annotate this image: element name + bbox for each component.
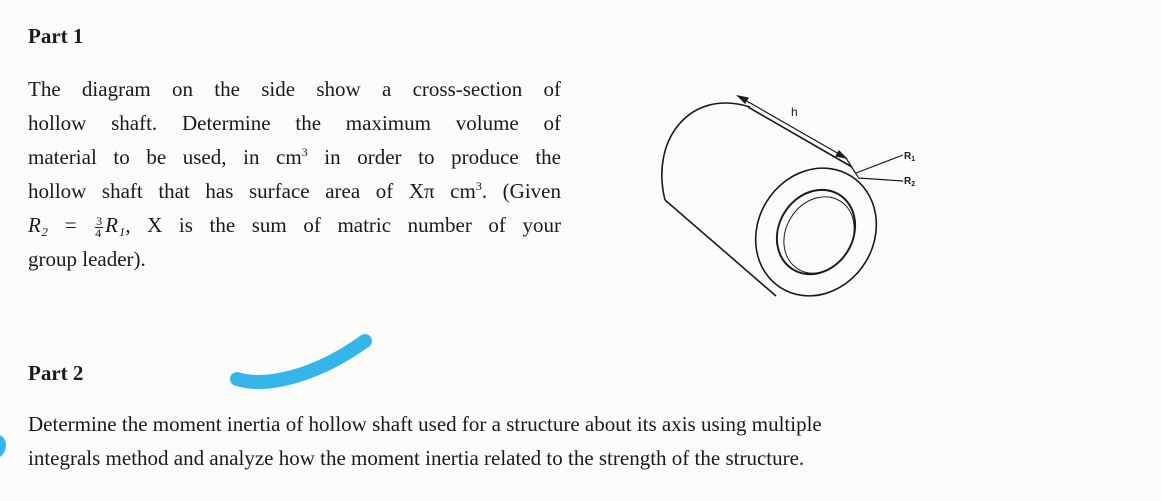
shaft-outer-face — [732, 145, 900, 318]
part1-paragraph — [28, 72, 561, 276]
part2-line-1: Determine the moment inertia of hollow shaft used for a structure about its axis using multiple — [28, 412, 822, 436]
label-r1 — [904, 151, 915, 163]
h-arrow-head-end — [836, 151, 846, 158]
part1-line-6: group leader). — [28, 247, 146, 271]
label-h: h — [791, 105, 798, 119]
part1-line-5 — [28, 208, 561, 242]
cube-superscript: 3 — [301, 145, 308, 159]
hollow-shaft-diagram — [620, 80, 940, 345]
h-arrow-head-start — [738, 96, 748, 103]
fraction-denominator: 4 — [95, 225, 102, 240]
shaft-back-end — [662, 103, 750, 200]
line3-text-b: in order to produce the — [307, 145, 561, 169]
fraction-three-quarters — [95, 213, 103, 240]
r1-leader-line — [856, 155, 903, 173]
line3-text-a: material to be used, in cm — [28, 145, 302, 169]
label-r2 — [904, 176, 915, 188]
r2-symbol: R₂ — [28, 213, 49, 237]
part2-line-2: integrals method and analyze how the moment inertia related to the strength of the structure. — [28, 446, 805, 470]
part2-heading: Part 2 — [28, 361, 84, 385]
part1-line-3 — [28, 140, 561, 174]
part1-heading: Part 1 — [28, 24, 84, 48]
label-r1-subscript: 1 — [911, 156, 916, 163]
edge-highlight-mark — [0, 433, 12, 459]
equals-sign: = — [48, 213, 94, 237]
r1-symbol: R₁ — [105, 213, 126, 237]
cube-superscript: 3 — [475, 179, 482, 193]
line5-text-rest: , X is the sum of matric number of your — [125, 213, 561, 237]
part1-line-1: The diagram on the side show a cross-section of — [28, 77, 561, 101]
shaft-inner-bore-shadow — [770, 184, 868, 287]
label-r1-letter: R — [904, 151, 912, 162]
shaft-top-edge — [748, 107, 852, 167]
part1-line-2: hollow shaft. Determine the maximum volume of — [28, 111, 561, 135]
r2-leader-line — [858, 178, 903, 181]
line4-text-a: hollow shaft that has surface area of Xπ cm — [28, 179, 476, 203]
line4-text-b: . (Given — [481, 179, 561, 203]
part2-paragraph — [28, 407, 1008, 475]
label-r2-letter: R — [904, 176, 912, 187]
highlighter-stroke — [225, 325, 385, 400]
label-r2-subscript: 2 — [911, 181, 916, 188]
part1-line-4 — [28, 174, 561, 208]
fraction-numerator: 3 — [96, 213, 103, 228]
